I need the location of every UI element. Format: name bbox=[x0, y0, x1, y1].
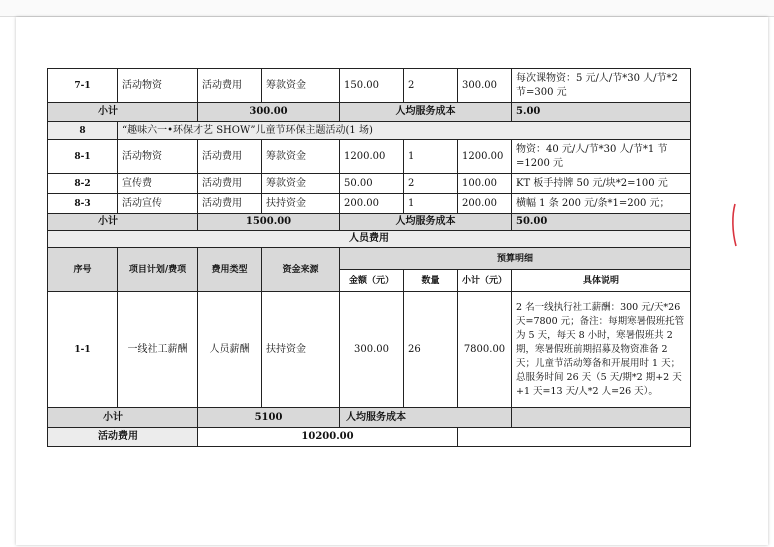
row-subtotal: 7800.00 bbox=[458, 292, 512, 408]
subtotal-value: 5100 bbox=[198, 408, 340, 428]
col-header-desc: 具体说明 bbox=[512, 270, 691, 292]
col-header-subtotal: 小计（元） bbox=[458, 270, 512, 292]
per-capita-value: 50.00 bbox=[512, 214, 691, 231]
row-item: 宣传费 bbox=[118, 174, 198, 194]
row-qty: 2 bbox=[404, 174, 458, 194]
row-type: 活动费用 bbox=[198, 140, 262, 174]
col-header-no: 序号 bbox=[48, 248, 118, 292]
row-type: 人员薪酬 bbox=[198, 292, 262, 408]
row-item: 活动物资 bbox=[118, 69, 198, 103]
row-item: 活动宣传 bbox=[118, 194, 198, 214]
personnel-section-title: 人员费用 bbox=[48, 231, 691, 248]
row-type: 活动费用 bbox=[198, 194, 262, 214]
row-source: 扶持资金 bbox=[262, 194, 340, 214]
activity-total-empty bbox=[458, 428, 691, 447]
subtotal-row bbox=[48, 103, 691, 122]
activity-total-row bbox=[48, 428, 691, 447]
row-qty: 1 bbox=[404, 194, 458, 214]
row-id: 8-2 bbox=[48, 174, 118, 194]
section-row bbox=[48, 122, 691, 140]
row-qty: 1 bbox=[404, 140, 458, 174]
table-row bbox=[48, 292, 691, 408]
col-header-qty: 数量 bbox=[404, 270, 458, 292]
activity-total-value: 10200.00 bbox=[198, 428, 458, 447]
row-amount: 50.00 bbox=[340, 174, 404, 194]
subtotal-row bbox=[48, 408, 691, 428]
row-type: 活动费用 bbox=[198, 69, 262, 103]
row-id: 1-1 bbox=[48, 292, 118, 408]
col-header-budget: 预算明细 bbox=[340, 248, 691, 270]
subtotal-label: 小计 bbox=[48, 103, 198, 122]
row-source: 筹款资金 bbox=[262, 140, 340, 174]
subtotal-row bbox=[48, 214, 691, 231]
row-id: 8-3 bbox=[48, 194, 118, 214]
row-amount: 300.00 bbox=[340, 292, 404, 408]
per-capita-value: 5.00 bbox=[512, 103, 691, 122]
row-qty: 2 bbox=[404, 69, 458, 103]
row-subtotal: 300.00 bbox=[458, 69, 512, 103]
row-id: 7-1 bbox=[48, 69, 118, 103]
col-header-type: 费用类型 bbox=[198, 248, 262, 292]
per-capita-label: 人均服务成本 bbox=[340, 408, 512, 428]
row-desc: 每次课物资：5 元/人/节*30 人/节*2 节=300 元 bbox=[512, 69, 691, 103]
budget-table bbox=[47, 68, 691, 447]
subtotal-label: 小计 bbox=[48, 408, 198, 428]
section-id: 8 bbox=[48, 122, 118, 140]
viewer-top-bar bbox=[0, 0, 774, 17]
row-id: 8-1 bbox=[48, 140, 118, 174]
row-source: 筹款资金 bbox=[262, 174, 340, 194]
col-header-amount: 金额（元） bbox=[340, 270, 404, 292]
per-capita-label: 人均服务成本 bbox=[340, 214, 512, 231]
header-row bbox=[48, 248, 691, 270]
subtotal-value: 1500.00 bbox=[198, 214, 340, 231]
table-row bbox=[48, 194, 691, 214]
row-desc: KT 板手持牌 50 元/块*2=100 元 bbox=[512, 174, 691, 194]
subtotal-label: 小计 bbox=[48, 214, 198, 231]
row-type: 活动费用 bbox=[198, 174, 262, 194]
row-desc: 物资：40 元/人/节*30 人/节*1 节=1200 元 bbox=[512, 140, 691, 174]
red-pen-mark bbox=[729, 203, 739, 247]
subtotal-value: 300.00 bbox=[198, 103, 340, 122]
section-title: “趣味六一•环保才艺 SHOW”儿童节环保主题活动(1 场) bbox=[118, 122, 691, 140]
col-header-item: 项目计划/费项 bbox=[118, 248, 198, 292]
per-capita-label: 人均服务成本 bbox=[340, 103, 512, 122]
row-amount: 1200.00 bbox=[340, 140, 404, 174]
table-row bbox=[48, 69, 691, 103]
row-subtotal: 200.00 bbox=[458, 194, 512, 214]
row-source: 筹款资金 bbox=[262, 69, 340, 103]
section-header-row bbox=[48, 231, 691, 248]
row-desc: 2 名一线执行社工薪酬：300 元/天*26 天=7800 元；备注：每期寒暑假班托管为 5 天，每天 8 小时，寒暑假班共 2 期，寒暑假班前期招募及物资准备 2 天；儿童节活动筹备和开展用时 1 天；总服务时间 26 天（5 天/期*2 期+2 天+1 天=13 天/人*2 人=26 天）。 bbox=[512, 292, 691, 408]
row-item: 活动物资 bbox=[118, 140, 198, 174]
activity-total-label: 活动费用 bbox=[48, 428, 198, 447]
per-capita-value bbox=[512, 408, 691, 428]
row-subtotal: 1200.00 bbox=[458, 140, 512, 174]
row-item: 一线社工薪酬 bbox=[118, 292, 198, 408]
row-amount: 150.00 bbox=[340, 69, 404, 103]
row-source: 扶持资金 bbox=[262, 292, 340, 408]
row-amount: 200.00 bbox=[340, 194, 404, 214]
table-row bbox=[48, 174, 691, 194]
col-header-source: 资金来源 bbox=[262, 248, 340, 292]
table-row bbox=[48, 140, 691, 174]
row-desc: 横幅 1 条 200 元/条*1=200 元； bbox=[512, 194, 691, 214]
row-subtotal: 100.00 bbox=[458, 174, 512, 194]
row-qty: 26 bbox=[404, 292, 458, 408]
